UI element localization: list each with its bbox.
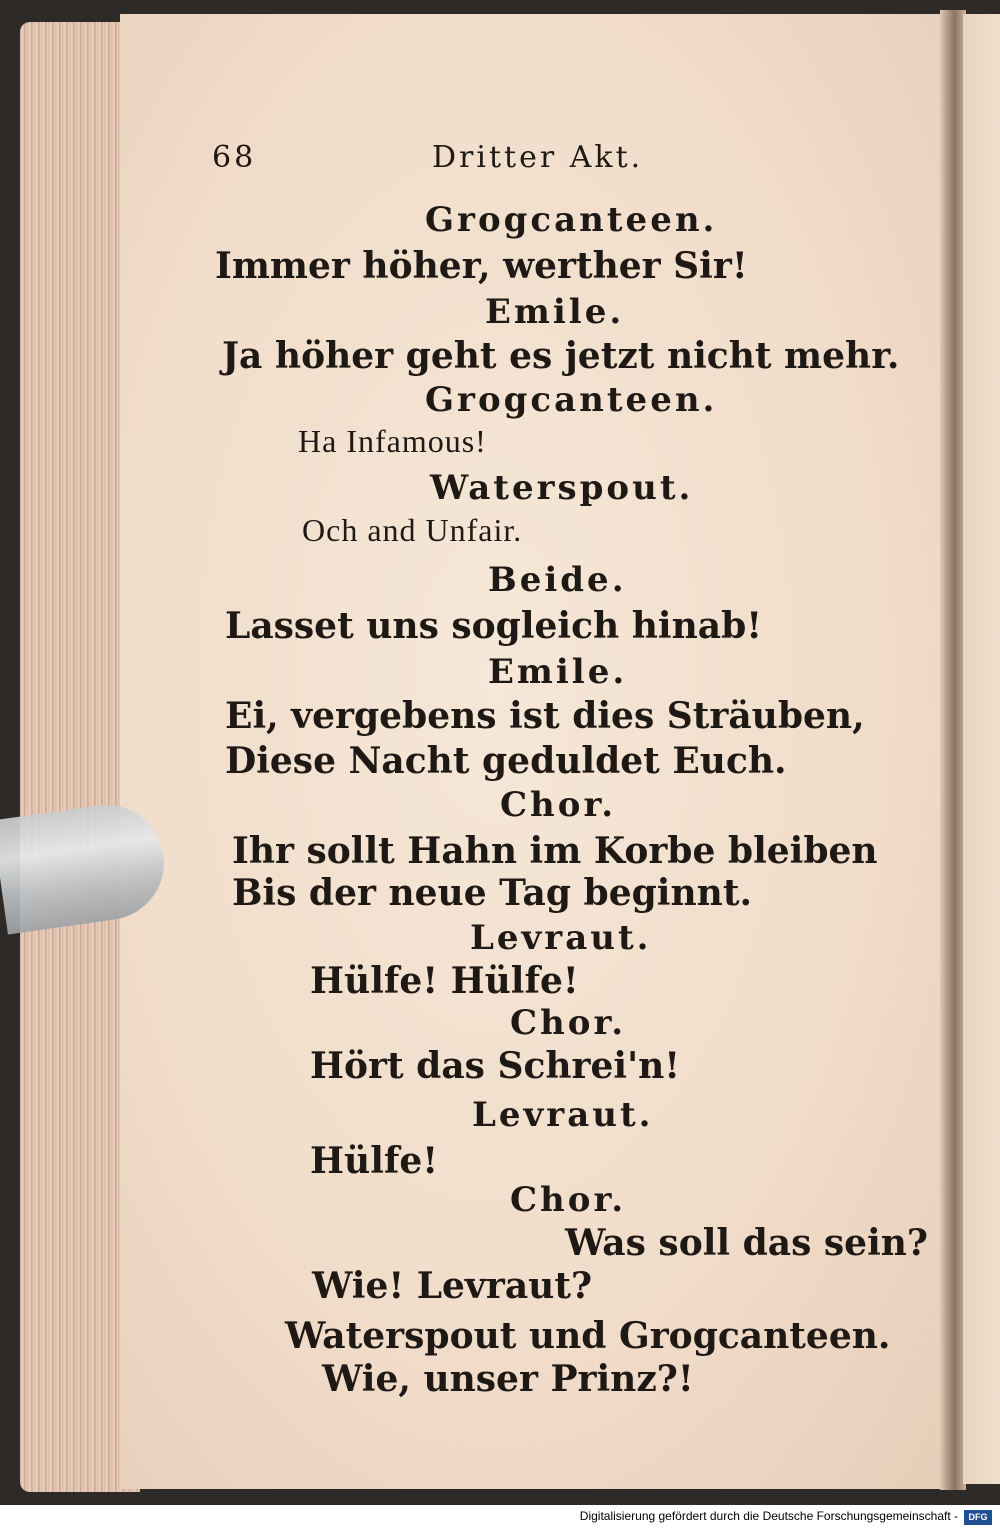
dfg-logo-icon: DFG (964, 1510, 992, 1525)
verse-line: Lasset uns sogleich hinab! (225, 605, 763, 647)
running-title: Dritter Akt. (432, 140, 644, 175)
speaker-name: Levraut. (472, 1095, 654, 1135)
digitization-credit: Digitalisierung gefördert durch die Deutsche Forschungsgemeinschaft - (579, 1509, 958, 1523)
speaker-name: Chor. (510, 1180, 627, 1220)
verse-line: Hört das Schrei'n! (310, 1045, 681, 1087)
speaker-name: Grogcanteen. (425, 200, 718, 240)
footer-bar (0, 1505, 1000, 1530)
verse-line: Hülfe! (310, 1140, 439, 1182)
verse-line: Ei, vergebens ist dies Sträuben, (225, 695, 865, 737)
verse-line: Ihr sollt Hahn im Korbe bleiben (232, 830, 878, 872)
speaker-name: Chor. (510, 1003, 627, 1043)
speaker-name: Grogcanteen. (425, 380, 718, 420)
verse-line: Och and Unfair. (302, 512, 523, 548)
verse-line: Wie! Levraut? (312, 1265, 593, 1307)
facing-page-edge (963, 14, 1000, 1484)
verse-line: Waterspout und Grogcanteen. (285, 1315, 891, 1357)
verse-line: Ha Infamous! (298, 423, 487, 459)
verse-line: Immer höher, werther Sir! (215, 245, 748, 287)
speaker-name: Levraut. (470, 918, 652, 958)
verse-line: Diese Nacht geduldet Euch. (225, 740, 787, 782)
speaker-name: Emile. (488, 652, 628, 692)
speaker-name: Chor. (500, 785, 617, 825)
verse-line: Hülfe! Hülfe! (310, 960, 579, 1002)
speaker-name: Emile. (485, 292, 625, 332)
speaker-name: Waterspout. (430, 468, 694, 508)
speaker-name: Beide. (488, 560, 627, 600)
page-number: 68 (212, 140, 257, 175)
verse-line: Was soll das sein? (565, 1222, 929, 1264)
verse-line: Bis der neue Tag beginnt. (232, 872, 752, 914)
verse-line: Ja höher geht es jetzt nicht mehr. (222, 335, 900, 377)
verse-line: Wie, unser Prinz?! (322, 1358, 694, 1400)
